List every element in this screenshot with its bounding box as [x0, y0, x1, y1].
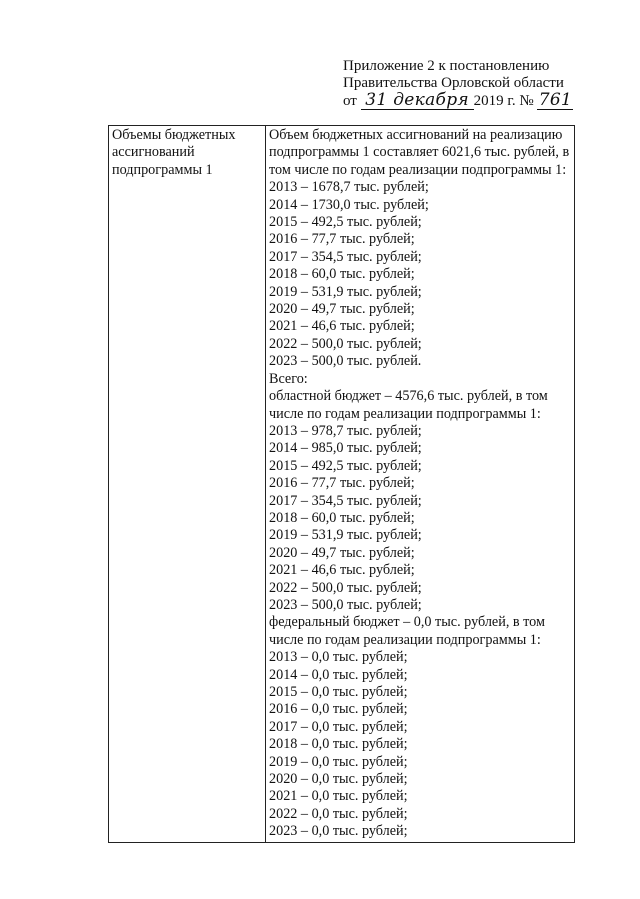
right-cell-line: 2017 – 354,5 тыс. рублей;	[269, 492, 422, 509]
right-cell-line: числе по годам реализации подпрограммы 1:	[269, 405, 541, 422]
right-cell-line: 2021 – 46,6 тыс. рублей;	[269, 562, 415, 579]
table-row	[109, 126, 575, 843]
date-underline	[361, 92, 474, 110]
year-text: 2019 г. №	[473, 93, 534, 109]
header-line-1: Приложение 2 к постановлению	[343, 58, 550, 74]
left-cell	[109, 126, 266, 843]
right-cell-line: 2020 – 49,7 тыс. рублей;	[269, 301, 415, 318]
right-cell-line: 2013 – 0,0 тыс. рублей;	[269, 649, 408, 666]
header-line-2: Правительства Орловской области	[343, 75, 564, 91]
right-cell-line: 2019 – 0,0 тыс. рублей;	[269, 753, 408, 770]
right-cell-line: 2023 – 500,0 тыс. рублей.	[269, 353, 422, 370]
right-cell-line: 2016 – 77,7 тыс. рублей;	[269, 475, 415, 492]
budget-table	[108, 125, 575, 843]
number-underline	[537, 92, 573, 110]
right-cell-line: 2016 – 77,7 тыс. рублей;	[269, 231, 415, 248]
left-cell-line: ассигнований	[112, 144, 195, 161]
right-cell-line: 2022 – 0,0 тыс. рублей;	[269, 805, 408, 822]
right-cell-line: 2021 – 46,6 тыс. рублей;	[269, 318, 415, 335]
right-cell-line: областной бюджет – 4576,6 тыс. рублей, в том	[269, 388, 548, 405]
right-cell-line: 2023 – 0,0 тыс. рублей;	[269, 823, 408, 840]
right-cell-line: 2014 – 985,0 тыс. рублей;	[269, 440, 422, 457]
right-cell-line: 2022 – 500,0 тыс. рублей;	[269, 335, 422, 352]
right-cell-line: 2017 – 354,5 тыс. рублей;	[269, 248, 422, 265]
right-cell-line: 2020 – 0,0 тыс. рублей;	[269, 771, 408, 788]
right-cell-line: 2015 – 492,5 тыс. рублей;	[269, 457, 422, 474]
right-cell-line: 2018 – 0,0 тыс. рублей;	[269, 736, 408, 753]
right-cell-line: 2019 – 531,9 тыс. рублей;	[269, 527, 422, 544]
right-cell-line: 2016 – 0,0 тыс. рублей;	[269, 701, 408, 718]
date-prefix: от	[343, 93, 357, 109]
right-cell-line: 2018 – 60,0 тыс. рублей;	[269, 509, 415, 526]
right-cell-line: 2020 – 49,7 тыс. рублей;	[269, 544, 415, 561]
left-cell-line: Объемы бюджетных	[112, 127, 236, 143]
right-cell-line: федеральный бюджет – 0,0 тыс. рублей, в том	[269, 614, 545, 631]
right-cell-line: 2017 – 0,0 тыс. рублей;	[269, 718, 408, 735]
right-cell-line: 2014 – 0,0 тыс. рублей;	[269, 666, 408, 683]
right-cell-line: 2021 – 0,0 тыс. рублей;	[269, 788, 408, 805]
right-cell-line: 2015 – 0,0 тыс. рублей;	[269, 684, 408, 700]
handwritten-date: 31 декабря	[365, 90, 469, 110]
right-cell-line: Объем бюджетных ассигнований на реализацию	[269, 127, 563, 143]
right-cell-line: 2015 – 492,5 тыс. рублей;	[269, 214, 422, 231]
right-cell-line: 2014 – 1730,0 тыс. рублей;	[269, 196, 429, 213]
right-cell-line: 2018 – 60,0 тыс. рублей;	[269, 266, 415, 283]
right-cell-line: числе по годам реализации подпрограммы 1:	[269, 631, 541, 648]
header-date-line	[343, 92, 603, 110]
right-cell-line: 2023 – 500,0 тыс. рублей;	[269, 596, 422, 613]
right-cell	[266, 126, 575, 843]
right-cell-line: 2013 – 978,7 тыс. рублей;	[269, 422, 422, 439]
right-cell-line: 2022 – 500,0 тыс. рублей;	[269, 579, 422, 596]
right-cell-line: 2013 – 1678,7 тыс. рублей;	[269, 179, 429, 196]
left-cell-line: подпрограммы 1	[112, 161, 213, 178]
right-cell-line: том числе по годам реализации подпрограммы 1:	[269, 161, 567, 178]
handwritten-number: 761	[538, 90, 573, 110]
right-cell-line: 2019 – 531,9 тыс. рублей;	[269, 283, 422, 300]
document-header	[343, 58, 603, 110]
right-cell-line: подпрограммы 1 составляет 6021,6 тыс. рублей, в	[269, 144, 570, 161]
right-cell-line: Всего:	[269, 370, 308, 387]
